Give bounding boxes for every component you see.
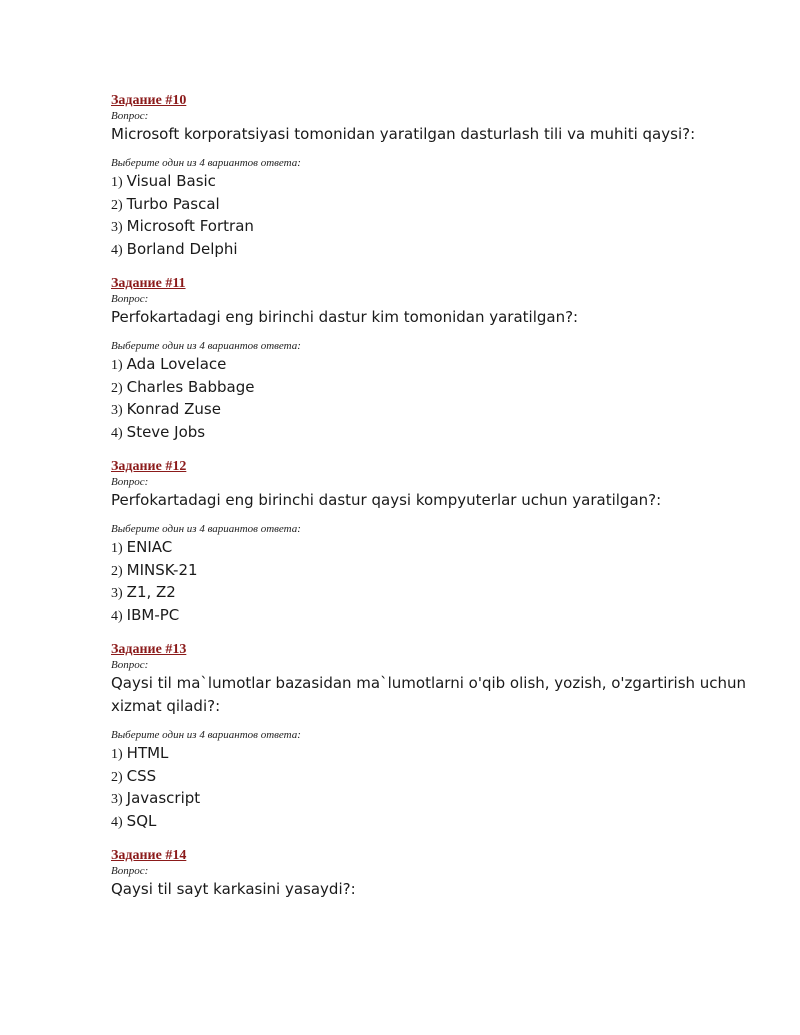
answer-options (111, 171, 751, 261)
question-label: Вопрос: (111, 476, 149, 488)
answer-option (111, 239, 751, 262)
choose-label: Выберите один из 4 вариантов ответа: (111, 523, 301, 535)
task-12 (111, 458, 751, 627)
option-text: Turbo Pascal (126, 194, 220, 213)
answer-option (111, 811, 751, 834)
option-text: MINSK-21 (126, 560, 198, 579)
option-number: 1) (111, 541, 123, 556)
answer-options (111, 354, 751, 444)
option-number: 3) (111, 403, 123, 418)
document-page (111, 92, 751, 915)
question-label: Вопрос: (111, 110, 149, 122)
option-number: 3) (111, 220, 123, 235)
answer-option (111, 171, 751, 194)
answer-options (111, 537, 751, 627)
option-number: 4) (111, 242, 123, 258)
option-number: 1) (111, 358, 123, 373)
question-text: Microsoft korporatsiyasi tomonidan yaratilgan dasturlash tili va muhiti qaysi?: (111, 125, 696, 143)
answer-option (111, 766, 751, 789)
answer-option (111, 605, 751, 628)
task-14 (111, 847, 751, 901)
option-text: SQL (126, 811, 157, 830)
answer-option (111, 560, 751, 583)
answer-option (111, 354, 751, 377)
option-number: 2) (111, 197, 123, 213)
question-label: Вопрос: (111, 659, 149, 671)
answer-option (111, 582, 751, 605)
option-text: Visual Basic (126, 172, 216, 190)
answer-option (111, 377, 751, 400)
option-number: 4) (111, 814, 123, 830)
answer-option (111, 537, 751, 560)
option-text: ENIAC (126, 538, 173, 556)
task-title: Задание #11 (111, 276, 186, 291)
answer-option (111, 216, 751, 239)
answer-option (111, 422, 751, 445)
answer-option (111, 194, 751, 217)
question-label: Вопрос: (111, 293, 149, 305)
choose-label: Выберите один из 4 вариантов ответа: (111, 340, 301, 352)
option-number: 3) (111, 586, 123, 601)
option-number: 1) (111, 747, 123, 762)
question-text: Qaysi til sayt karkasini yasaydi?: (111, 880, 356, 898)
answer-options (111, 743, 751, 833)
option-number: 2) (111, 769, 123, 785)
task-title: Задание #14 (111, 848, 187, 863)
option-text: IBM-PC (126, 605, 180, 624)
question-label: Вопрос: (111, 865, 149, 877)
task-title: Задание #10 (111, 93, 187, 108)
option-number: 1) (111, 175, 123, 190)
choose-label: Выберите один из 4 вариантов ответа: (111, 729, 301, 741)
task-title: Задание #13 (111, 642, 187, 657)
answer-option (111, 399, 751, 422)
option-text: CSS (126, 766, 157, 785)
task-title: Задание #12 (111, 459, 187, 474)
answer-option (111, 743, 751, 766)
question-text: Perfokartadagi eng birinchi dastur kim tomonidan yaratilgan?: (111, 308, 579, 326)
option-number: 2) (111, 380, 123, 396)
choose-label: Выберите один из 4 вариантов ответа: (111, 157, 301, 169)
question-text: Perfokartadagi eng birinchi dastur qaysi kompyuterlar uchun yaratilgan?: (111, 491, 662, 509)
option-text: Steve Jobs (126, 422, 206, 441)
option-text: Konrad Zuse (126, 400, 221, 418)
option-number: 3) (111, 792, 123, 807)
option-text: Ada Lovelace (126, 355, 227, 373)
option-number: 4) (111, 608, 123, 624)
task-11 (111, 275, 751, 444)
answer-option (111, 788, 751, 811)
question-text: Qaysi til ma`lumotlar bazasidan ma`lumotlarni o'qib olish, yozish, o'zgartirish uchun xizmat qiladi?: (111, 674, 747, 715)
option-text: Javascript (126, 789, 201, 807)
task-10 (111, 92, 751, 261)
task-13 (111, 641, 751, 833)
option-text: Charles Babbage (126, 377, 255, 396)
option-number: 4) (111, 425, 123, 441)
option-number: 2) (111, 563, 123, 579)
option-text: Borland Delphi (126, 239, 238, 258)
option-text: Z1, Z2 (126, 583, 176, 601)
option-text: Microsoft Fortran (126, 217, 254, 235)
option-text: HTML (126, 744, 169, 762)
